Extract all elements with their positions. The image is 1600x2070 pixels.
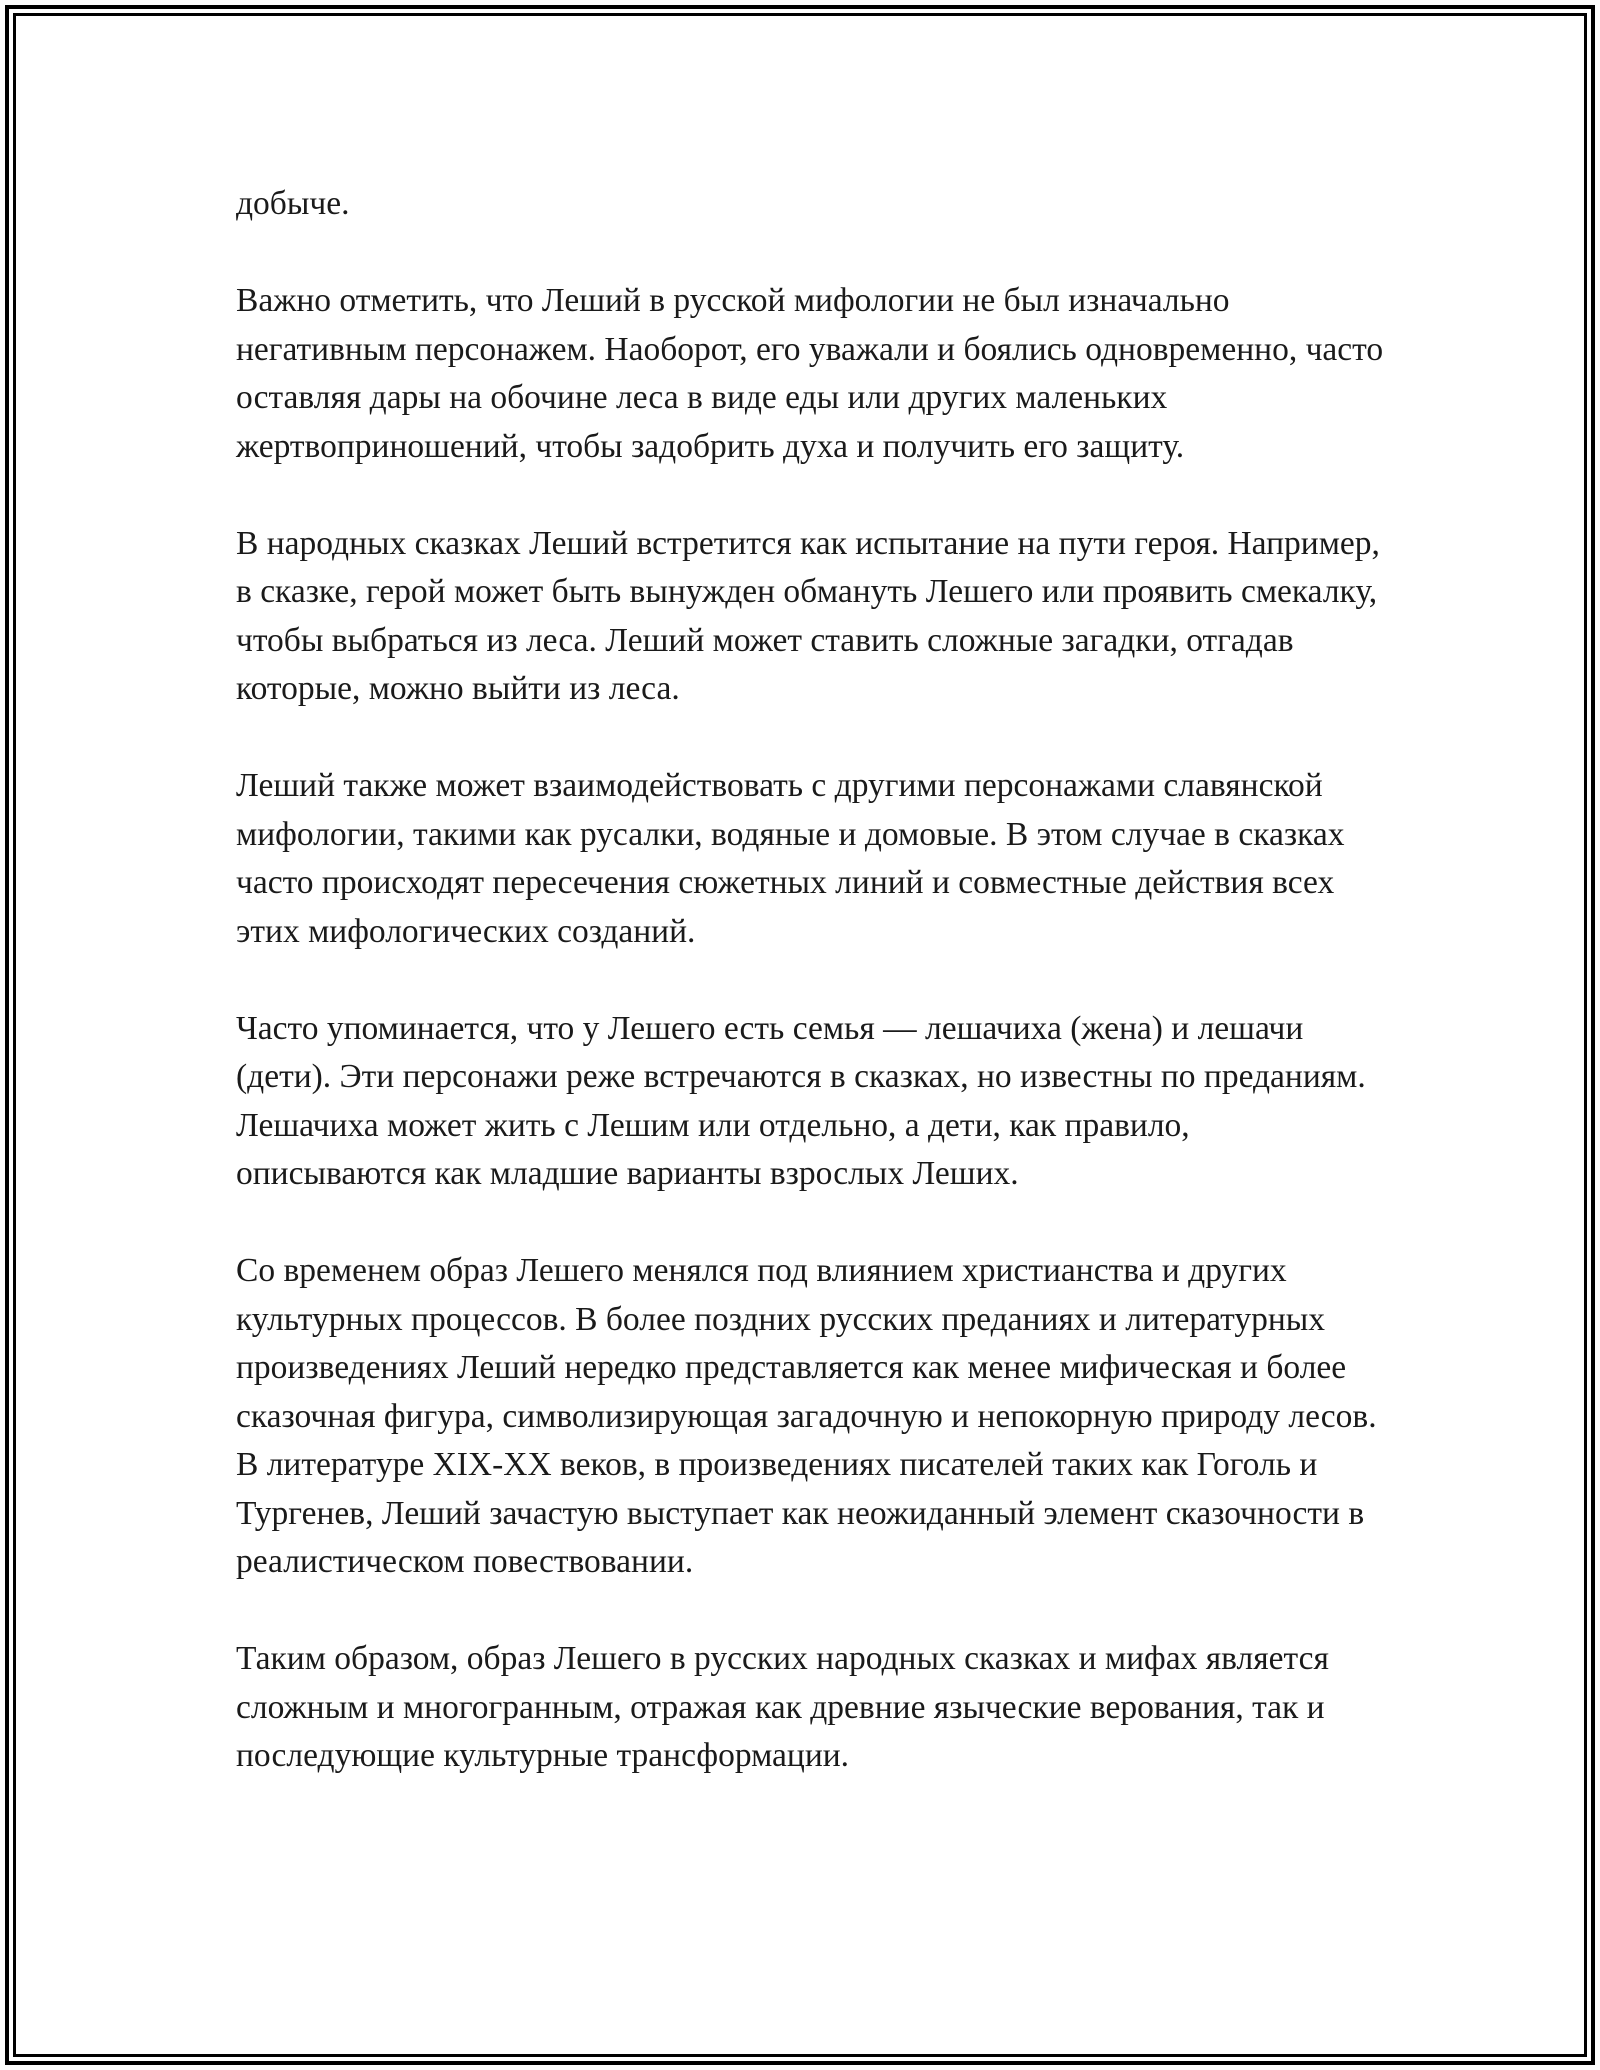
paragraph-leshy-family: Часто упоминается, что у Лешего есть семья — лешачиха (жена) и лешачи (дети). Эти персонажи реже встречаются в сказках, но известны по преданиям. Лешачиха может жить с Лешим или отдельно, а дети, как правило, описываются как младшие варианты взрослых Леших. [236, 1009, 1366, 1192]
paragraph-leshy-interaction: Леший также может взаимодействовать с другими персонажами славянской мифологии, такими как русалки, водяные и домовые. В этом случае в сказках часто происходят пересечения сюжетных линий и совместные действия всех этих мифологических созданий. [236, 767, 1345, 950]
document-body [236, 180, 1386, 1781]
paragraph-leshy-evolution: Со временем образ Лешего менялся под влиянием христианства и других культурных процессов. В более поздних русских преданиях и литературных произведениях Леший нередко представляется как менее мифическая и более сказочная фигура, символизирующая загадочную и непокорную природу лесов. В литературе XIX-XX веков, в произведениях писателей таких как Гоголь и Тургенев, Леший зачастую выступает как неожиданный элемент сказочности в реалистическом повествовании. [236, 1252, 1377, 1580]
paragraph-continuation: добыче. [236, 185, 350, 222]
paragraph-leshy-attitude: Важно отметить, что Леший в русской мифологии не был изначально негативным персонажем. Наоборот, его уважали и боялись одновременно, часто оставляя дары на обочине леса в виде еды или других маленьких жертвоприношений, чтобы задобрить духа и получить его защиту. [236, 282, 1384, 465]
paragraph-conclusion: Таким образом, образ Лешего в русских народных сказках и мифах является сложным и многогранным, отражая как древние языческие верования, так и последующие культурные трансформации. [236, 1640, 1329, 1774]
paragraph-leshy-trial: В народных сказках Леший встретится как испытание на пути героя. Например, в сказке, герой может быть вынужден обмануть Лешего или проявить смекалку, чтобы выбраться из леса. Леший может ставить сложные загадки, отгадав которые, можно выйти из леса. [236, 524, 1380, 707]
